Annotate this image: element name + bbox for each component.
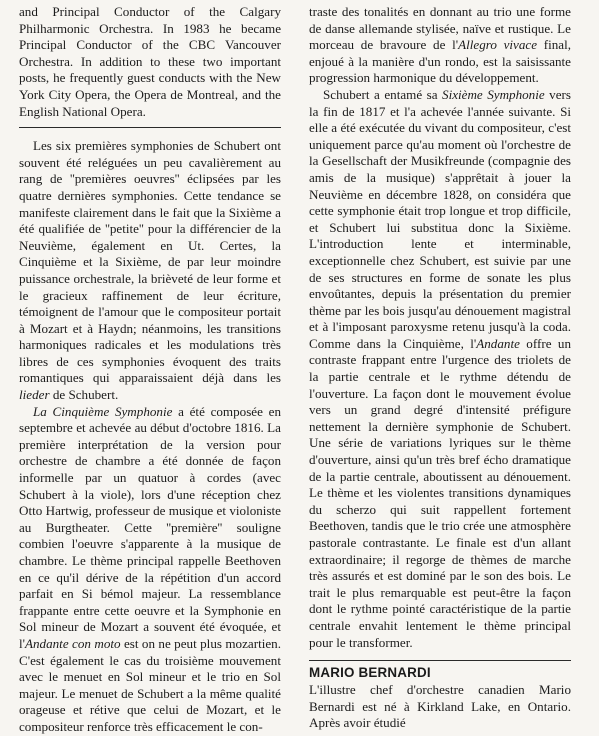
right-column	[309, 4, 571, 732]
intro-paragraph: Les six premières symphonies de Schubert ont souvent été reléguées un peu cavalièrement au rang de ''premières oeuvres'' éclipsées par les quatre dernières symphonies. Cette tendance se manifeste clairement dans le fait que la Sixième a été qualifiée de ''petite'' pour la différencier de la Neuvième, également en Ut. Certes, la Cinquième et la Sixième, de par leur moindre puissance orchestrale, la brièveté de leur forme et le gracieux raffinement de leur écriture, témoignent de l'amour que le compositeur portait à Mozart et à Haydn; néanmoins, les transitions harmoniques radicales et les modulations très libres de ces symphonies évoquent des traits romantiques qui apparaissaient déjà dans les lieder de Schubert.	[19, 138, 281, 403]
section-divider	[309, 660, 571, 661]
section-heading: MARIO BERNARDI	[309, 665, 431, 681]
sixth-symphony-paragraph: Schubert a entamé sa Sixième Symphonie vers la fin de 1817 et l'a achevée l'année suivante. Si elle a été exécutée du vivant du compositeur, c'est uniquement parce qu'au moment où l'orchestre de la Gesellschaft der Musikfreunde (compagnie des amis de la musique) s'apprêtait à jouer la Neuvième en décembre 1828, on considéra que cette symphonie était trop longue et trop difficile, et Schubert lui substitua donc la Sixième. L'introduction lente et interminable, exceptionnelle chez Schubert, est suivie par une de ses structures en forme de sonate les plus envoûtantes, depuis la présentation du premier thème par les bois jusqu'au dénouement magistral et à l'imposant paroxysme retenu jusqu'à la coda. Comme dans la Cinquième, l'Andante offre un contraste frappant entre l'urgence des triolets de la partie centrale et le rythme détendu de l'ouverture. La façon dont le mouvement évolue vers un grand degré d'intensité préfigure nettement la dernière symphonie de Schubert. Une série de variations lyriques sur le thème d'ouverture, ainsi qu'un très bref écho dramatique de la partie centrale, aboutissent au dénouement. Le thème et les violentes transitions dynamiques du scherzo qui suit rappellent fortement Beethoven, tandis que le trio crée une atmosphère pastorale contrastante. Le finale est d'un allant extraordinaire; il regorge de thèmes de marche très assurés et est dominé par le son des bois. Le trait le plus remarquable est peut-être la façon dont le rythme pointé caractéristique de la partie centrale envahit lentement le thème principal pour le transformer.	[309, 86, 572, 650]
left-column	[19, 4, 281, 736]
bio-continuation: and Principal Conductor of the Calgary Philharmonic Orchestra. In 1983 he became Principal Conductor of the CBC Vancouver Orchestra. In addition to these two important posts, he frequently guest conducts with the New York City Opera, the Opera de Montreal, and the English National Opera.	[19, 4, 281, 119]
section-divider	[19, 127, 281, 128]
fifth-symphony-paragraph: La Cinquième Symphonie a été composée en septembre et achevée au début d'octobre 1816. La première interprétation de la version pour orchestre de chambre a été donnée de façon informelle par un quatuor à cordes (avec Schubert à la viole), lors d'une réception chez Otto Hartwig, professeur de musique et violoniste au Burgtheater. Cette ''première'' souligne combien l'oeuvre s'apparente à la musique de chambre. Le thème principal rappelle Beethoven en ce qu'il dérive de la répétition d'un accord parfait en Si bémol majeur. La ressemblance frappante entre cette oeuvre et la Symphonie en Sol mineur de Mozart a souvent été évoquée, et l'Andante con moto est on ne peut plus mozartien. C'est également le cas du troisième mouvement avec le menuet en Sol mineur et le trio en Sol majeur. Le menuet de Schubert a la même qualité orageuse et rétive que celui de Mozart, et le compositeur renforce très efficacement le con-	[19, 403, 281, 734]
bernardi-bio-paragraph: L'illustre chef d'orchestre canadien Mario Bernardi est né à Kirkland Lake, en Ontario. Après avoir étudié	[309, 682, 571, 731]
fifth-symphony-continuation: traste des tonalités en donnant au trio une forme de danse allemande stylisée, naïve et rustique. Le morceau de bravoure de l'Allegro vivace final, enjoué à la manière d'un rondo, est la saisissante progression harmonique du développement.	[309, 4, 571, 86]
